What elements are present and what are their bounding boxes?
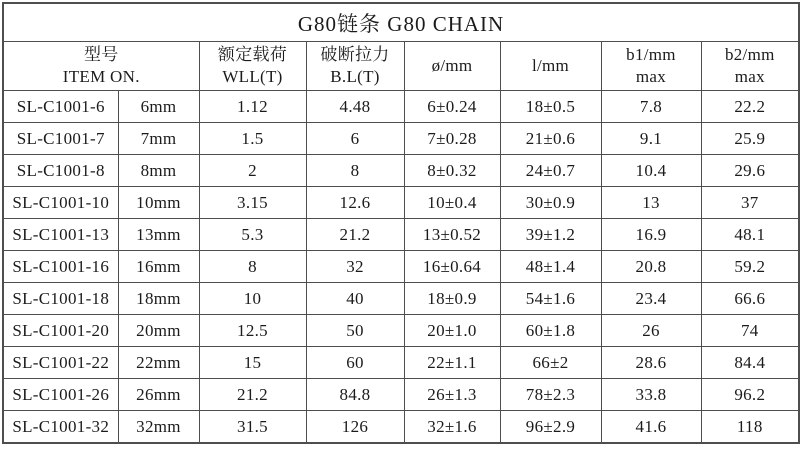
cell-dia: 8±0.32 bbox=[404, 155, 500, 187]
cell-model: SL-C1001-26 bbox=[3, 379, 118, 411]
cell-len: 18±0.5 bbox=[500, 91, 601, 123]
cell-wll: 5.3 bbox=[199, 219, 306, 251]
cell-len: 21±0.6 bbox=[500, 123, 601, 155]
cell-dia: 32±1.6 bbox=[404, 411, 500, 444]
table-row bbox=[3, 91, 799, 123]
cell-model: SL-C1001-20 bbox=[3, 315, 118, 347]
table-row bbox=[3, 347, 799, 379]
cell-b1: 23.4 bbox=[601, 283, 701, 315]
cell-dia: 6±0.24 bbox=[404, 91, 500, 123]
cell-model: SL-C1001-18 bbox=[3, 283, 118, 315]
header-b2-max bbox=[701, 42, 799, 91]
cell-size: 22mm bbox=[118, 347, 199, 379]
cell-b2: 48.1 bbox=[701, 219, 799, 251]
header-item-no-en: ITEM ON. bbox=[62, 67, 140, 86]
cell-size: 10mm bbox=[118, 187, 199, 219]
title-row bbox=[3, 3, 799, 42]
cell-b2: 74 bbox=[701, 315, 799, 347]
cell-len: 24±0.7 bbox=[500, 155, 601, 187]
table-row bbox=[3, 123, 799, 155]
cell-len: 39±1.2 bbox=[500, 219, 601, 251]
cell-bl: 84.8 bbox=[306, 379, 404, 411]
cell-wll: 1.5 bbox=[199, 123, 306, 155]
cell-size: 26mm bbox=[118, 379, 199, 411]
cell-wll: 15 bbox=[199, 347, 306, 379]
cell-len: 30±0.9 bbox=[500, 187, 601, 219]
cell-bl: 8 bbox=[306, 155, 404, 187]
header-breaking-load-cn: 破断拉力 bbox=[320, 45, 390, 64]
cell-wll: 10 bbox=[199, 283, 306, 315]
cell-size: 32mm bbox=[118, 411, 199, 444]
cell-len: 48±1.4 bbox=[500, 251, 601, 283]
cell-len: 60±1.8 bbox=[500, 315, 601, 347]
cell-wll: 3.15 bbox=[199, 187, 306, 219]
header-b2-max-label: max bbox=[734, 67, 765, 86]
header-wll bbox=[199, 42, 306, 91]
cell-dia: 16±0.64 bbox=[404, 251, 500, 283]
cell-b2: 25.9 bbox=[701, 123, 799, 155]
cell-b1: 28.6 bbox=[601, 347, 701, 379]
cell-dia: 10±0.4 bbox=[404, 187, 500, 219]
table-row bbox=[3, 315, 799, 347]
cell-b2: 22.2 bbox=[701, 91, 799, 123]
cell-dia: 20±1.0 bbox=[404, 315, 500, 347]
cell-bl: 40 bbox=[306, 283, 404, 315]
table-row bbox=[3, 411, 799, 444]
cell-dia: 22±1.1 bbox=[404, 347, 500, 379]
cell-bl: 4.48 bbox=[306, 91, 404, 123]
cell-wll: 1.12 bbox=[199, 91, 306, 123]
cell-size: 7mm bbox=[118, 123, 199, 155]
cell-b2: 118 bbox=[701, 411, 799, 444]
header-b2-label: b2/mm bbox=[724, 45, 775, 64]
cell-size: 8mm bbox=[118, 155, 199, 187]
cell-model: SL-C1001-8 bbox=[3, 155, 118, 187]
cell-b2: 59.2 bbox=[701, 251, 799, 283]
header-diameter bbox=[404, 42, 500, 91]
chain-spec-table bbox=[2, 2, 800, 444]
cell-b1: 13 bbox=[601, 187, 701, 219]
cell-model: SL-C1001-13 bbox=[3, 219, 118, 251]
header-breaking-load-en: B.L(T) bbox=[330, 67, 380, 86]
cell-b1: 41.6 bbox=[601, 411, 701, 444]
cell-b2: 96.2 bbox=[701, 379, 799, 411]
cell-bl: 12.6 bbox=[306, 187, 404, 219]
cell-bl: 32 bbox=[306, 251, 404, 283]
cell-model: SL-C1001-6 bbox=[3, 91, 118, 123]
cell-model: SL-C1001-16 bbox=[3, 251, 118, 283]
cell-dia: 18±0.9 bbox=[404, 283, 500, 315]
cell-len: 66±2 bbox=[500, 347, 601, 379]
cell-b1: 7.8 bbox=[601, 91, 701, 123]
table-title: G80链条 G80 CHAIN bbox=[3, 3, 799, 42]
cell-b2: 29.6 bbox=[701, 155, 799, 187]
cell-len: 96±2.9 bbox=[500, 411, 601, 444]
cell-bl: 6 bbox=[306, 123, 404, 155]
header-length bbox=[500, 42, 601, 91]
header-row bbox=[3, 42, 799, 91]
table-body bbox=[3, 91, 799, 444]
cell-dia: 13±0.52 bbox=[404, 219, 500, 251]
table-row bbox=[3, 251, 799, 283]
cell-size: 20mm bbox=[118, 315, 199, 347]
cell-wll: 12.5 bbox=[199, 315, 306, 347]
header-wll-en: WLL(T) bbox=[222, 67, 283, 86]
header-diameter-label: ø/mm bbox=[431, 56, 473, 75]
table-head bbox=[3, 3, 799, 91]
cell-b1: 26 bbox=[601, 315, 701, 347]
cell-wll: 8 bbox=[199, 251, 306, 283]
cell-model: SL-C1001-7 bbox=[3, 123, 118, 155]
cell-size: 13mm bbox=[118, 219, 199, 251]
cell-size: 16mm bbox=[118, 251, 199, 283]
cell-size: 18mm bbox=[118, 283, 199, 315]
cell-bl: 50 bbox=[306, 315, 404, 347]
cell-len: 54±1.6 bbox=[500, 283, 601, 315]
cell-b1: 10.4 bbox=[601, 155, 701, 187]
header-b1-max bbox=[601, 42, 701, 91]
cell-model: SL-C1001-10 bbox=[3, 187, 118, 219]
header-item-no-cn: 型号 bbox=[83, 45, 119, 64]
cell-len: 78±2.3 bbox=[500, 379, 601, 411]
table-row bbox=[3, 155, 799, 187]
cell-wll: 2 bbox=[199, 155, 306, 187]
header-item-no bbox=[3, 42, 199, 91]
cell-b2: 37 bbox=[701, 187, 799, 219]
cell-b2: 84.4 bbox=[701, 347, 799, 379]
cell-dia: 7±0.28 bbox=[404, 123, 500, 155]
cell-b1: 9.1 bbox=[601, 123, 701, 155]
table-row bbox=[3, 219, 799, 251]
cell-bl: 21.2 bbox=[306, 219, 404, 251]
header-length-label: l/mm bbox=[531, 56, 570, 75]
cell-b1: 20.8 bbox=[601, 251, 701, 283]
table-row bbox=[3, 283, 799, 315]
table-row bbox=[3, 379, 799, 411]
cell-bl: 126 bbox=[306, 411, 404, 444]
cell-b2: 66.6 bbox=[701, 283, 799, 315]
cell-dia: 26±1.3 bbox=[404, 379, 500, 411]
cell-wll: 21.2 bbox=[199, 379, 306, 411]
cell-size: 6mm bbox=[118, 91, 199, 123]
header-breaking-load bbox=[306, 42, 404, 91]
cell-b1: 33.8 bbox=[601, 379, 701, 411]
table-row bbox=[3, 187, 799, 219]
cell-model: SL-C1001-32 bbox=[3, 411, 118, 444]
cell-b1: 16.9 bbox=[601, 219, 701, 251]
header-wll-cn: 额定载荷 bbox=[217, 45, 288, 64]
header-b1-label: b1/mm bbox=[626, 45, 676, 64]
cell-bl: 60 bbox=[306, 347, 404, 379]
cell-wll: 31.5 bbox=[199, 411, 306, 444]
cell-model: SL-C1001-22 bbox=[3, 347, 118, 379]
header-b1-max-label: max bbox=[635, 67, 667, 86]
